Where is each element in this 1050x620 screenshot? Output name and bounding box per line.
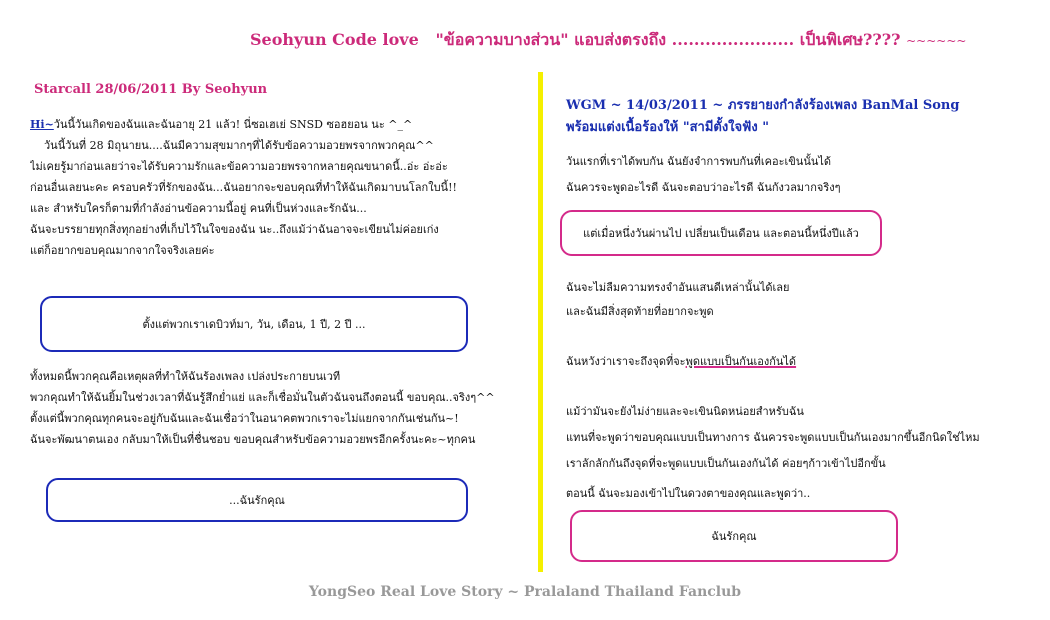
left-message — [30, 114, 530, 261]
right-box-1 — [560, 210, 882, 256]
hi-text: Hi~ — [30, 118, 54, 131]
right-heading — [566, 95, 959, 139]
right-line: ฉันควรจะพูดอะไรดี ฉันจะตอบว่าอะไรดี ฉันกังวลมากจริงๆ — [566, 181, 841, 194]
right-heading-2: พร้อมแต่งเนื้อร้องให้ "สามีตั้งใจฟัง " — [566, 120, 769, 135]
right-line: แม้ว่ามันจะยังไม่ง่ายและจะเขินนิดหน่อยสำหรับฉัน — [566, 405, 804, 418]
right-box-1-text: แต่เมื่อหนึ่งวันผ่านไป เปลี่ยนเป็นเดือน และตอนนี้หนึ่งปีแล้ว — [583, 227, 859, 240]
right-line: และฉันมีสิ่งสุดท้ายที่อยากจะพูด — [566, 305, 714, 318]
right-line: ฉันจะไม่ลืมความทรงจำอันแสนดีเหล่านั้นได้เลย — [566, 281, 790, 294]
right-box-2-text: ฉันรักคุณ — [711, 530, 757, 543]
left-heading: Starcall 28/06/2011 By Seohyun — [34, 82, 268, 97]
right-box-2 — [570, 510, 898, 562]
footer-credit: YongSeo Real Love Story ~ Pralaland Thailand Fanclub — [308, 584, 742, 600]
page-title — [250, 28, 966, 53]
right-line: วันแรกที่เราได้พบกัน ฉันยังจำการพบกันที่เคอะเขินนั้นได้ — [566, 155, 832, 168]
left-line: พวกคุณทำให้ฉันยิ้มในช่วงเวลาที่ฉันรู้สึกย่ำแย่ และก็เชื่อมั่นในตัวฉันจนถึงตอนนี้ ขอบคุณ..จริงๆ^^ — [30, 391, 495, 404]
right-line: ตอนนี้ ฉันจะมองเข้าไปในดวงตาของคุณและพูดว่า.. — [566, 487, 811, 500]
left-box-2-text: ...ฉันรักคุณ — [229, 494, 285, 507]
left-line: แต่ก็อยากขอบคุณมากจากใจจริงเลยค่ะ — [30, 244, 215, 257]
left-message-2 — [30, 366, 530, 450]
left-line: ฉันจะพัฒนาตนเอง กลับมาให้เป็นที่ชื่นชอบ ขอบคุณสำหรับข้อความอวยพรอีกครั้งนะคะ~ทุกคน — [30, 433, 476, 446]
title-tilde: ~~~~~~ — [906, 34, 967, 48]
left-line: ทั้งหมดนี้พวกคุณคือเหตุผลที่ทำให้ฉันร้องเพลง เปล่งประกายบนเวที — [30, 370, 341, 383]
left-line: Hi~วันนี้วันเกิดของฉันและฉันอายุ 21 แล้ว! นี่ซอเฮเย่ SNSD ซอฮยอน นะ ^_^ — [30, 118, 413, 131]
left-box-2 — [46, 478, 468, 522]
title-quote: "ข้อความบางส่วน" — [435, 30, 569, 49]
left-box-1-text: ตั้งแต่พวกเราเดบิวท์มา, วัน, เดือน, 1 ปี, 2 ปี ... — [142, 318, 366, 331]
yellow-divider — [538, 72, 543, 572]
right-heading-1: WGM ~ 14/03/2011 ~ ภรรยายงกำลังร้องเพลง BanMal Song — [566, 98, 960, 113]
left-line: ก่อนอื่นเลยนะคะ ครอบครัวที่รักของฉัน...ฉันอยากจะขอบคุณที่ทำให้ฉันเกิดมาบนโลกใบนี้!! — [30, 181, 457, 194]
right-line-underlined: ฉันหวังว่าเราจะถึงจุดที่จะพูดแบบเป็นกันเองกันได้ — [566, 355, 797, 368]
right-line: เราลักลักกันถึงจุดที่จะพูดแบบเป็นกันเองกันได้ ค่อยๆก้าวเข้าไปอีกขั้น — [566, 457, 886, 470]
title-part2: แอบส่งตรงถึง ...................... เป็นพิเศษ???? — [574, 30, 901, 49]
title-part1: Seohyun Code love — [250, 30, 419, 49]
right-line: แทนที่จะพูดว่าขอบคุณแบบเป็นทางการ ฉันควรจะพูดแบบเป็นกันเองมากขึ้นอีกนิดใช่ไหม — [566, 431, 980, 444]
left-box-1 — [40, 296, 468, 352]
left-line: วันนี้วันที่ 28 มิถุนายน....ฉันมีความสุขมากๆที่ได้รับข้อความอวยพรจากพวกคุณ^^ — [44, 139, 434, 152]
underlined-phrase: พูดแบบเป็นกันเองกันได้ — [685, 355, 797, 368]
left-line: ไม่เคยรู้มาก่อนเลยว่าจะได้รับความรักและข้อความอวยพรจากหลายคุณขนาดนี้..อ่ะ อ่ะอ่ะ — [30, 160, 448, 173]
left-line: และ สำหรับใครก็ตามที่กำลังอ่านข้อความนี้อยู่ คนที่เป็นห่วงและรักฉัน... — [30, 202, 367, 215]
left-line: ฉันจะบรรยายทุกสิ่งทุกอย่างที่เก็บไว้ในใจของฉัน นะ..ถึงแม้ว่าฉันอาจจะเขียนไม่ค่อยเก่ง — [30, 223, 439, 236]
left-line: ตั้งแต่นี้พวกคุณทุกคนจะอยู่กับฉันและฉันเชื่อว่าในอนาคตพวกเราจะไม่แยกจากกันเช่นกัน~! — [30, 412, 459, 425]
